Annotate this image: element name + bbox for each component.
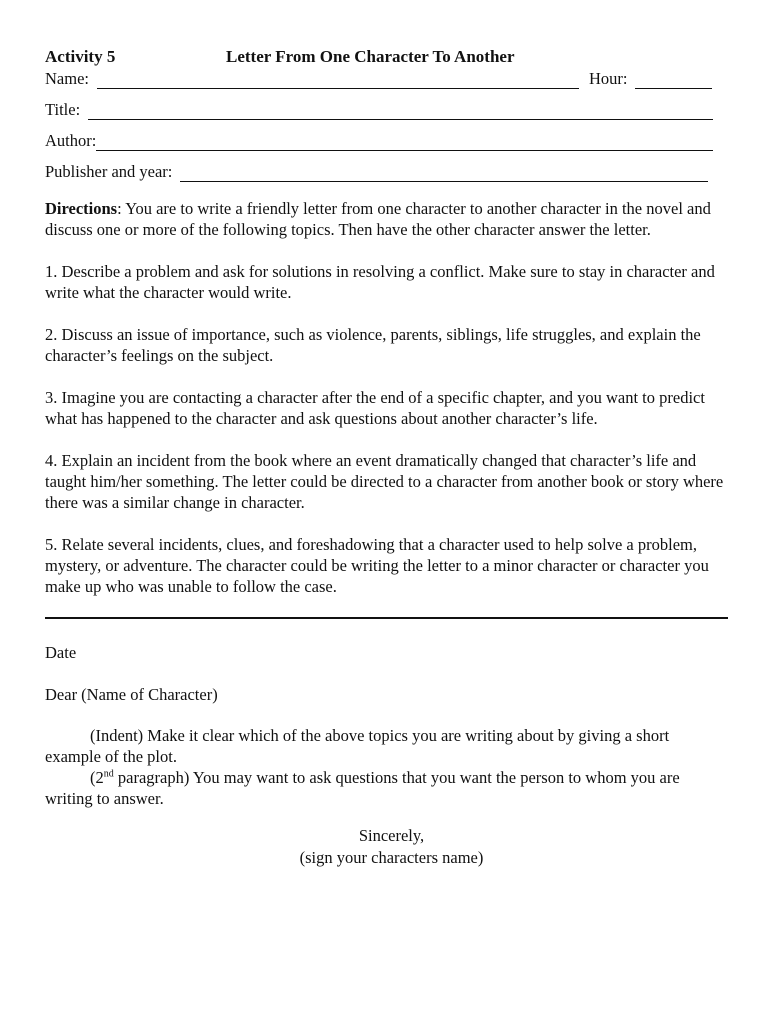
publisher-field[interactable] bbox=[180, 165, 708, 182]
ordinal-superscript: nd bbox=[103, 768, 114, 780]
name-label: Name: bbox=[45, 69, 89, 88]
name-field[interactable] bbox=[97, 72, 579, 89]
letter-closing bbox=[45, 825, 728, 869]
publisher-row bbox=[45, 162, 728, 182]
topic-5: 5. Relate several incidents, clues, and foreshadowing that a character used to help solve a problem, mystery, or adventure. The character could be writing the letter to a minor character or character you make up who was unable to follow the case. bbox=[45, 535, 709, 596]
author-field[interactable] bbox=[96, 134, 713, 151]
signature-instruction: (sign your characters name) bbox=[299, 848, 484, 867]
author-row bbox=[45, 131, 728, 151]
worksheet-title: Letter From One Character To Another bbox=[226, 47, 515, 66]
topic-3: 3. Imagine you are contacting a character after the end of a specific chapter, and you want to predict what has happened to the character and ask questions about another character’s life. bbox=[45, 388, 705, 428]
indent-space bbox=[45, 768, 90, 787]
topic-2: 2. Discuss an issue of importance, such as violence, parents, siblings, life struggles, and explain the character’s feelings on the subject. bbox=[45, 325, 701, 365]
publisher-label: Publisher and year: bbox=[45, 162, 173, 181]
heading-row bbox=[45, 47, 728, 69]
section-divider bbox=[45, 617, 728, 619]
title-row bbox=[45, 100, 728, 120]
worksheet-page bbox=[45, 47, 728, 869]
topic-4: 4. Explain an incident from the book where an event dramatically changed that character’s life and taught him/her something. The letter could be directed to a character from another book or story where there was a similar change in character. bbox=[45, 451, 724, 512]
title-field[interactable] bbox=[88, 103, 713, 120]
directions-paragraph bbox=[45, 198, 728, 240]
directions-label: Directions bbox=[45, 199, 118, 218]
hour-field[interactable] bbox=[635, 72, 712, 89]
indent-space bbox=[45, 726, 90, 745]
letter-paragraph-2-prefix: (2 bbox=[90, 768, 104, 787]
letter-paragraph-1-text: (Indent) Make it clear which of the above topics you are writing about by giving a short example of the plot. bbox=[45, 726, 670, 766]
name-hour-row bbox=[45, 69, 728, 89]
title-label: Title: bbox=[45, 100, 81, 119]
letter-greeting: Dear (Name of Character) bbox=[45, 685, 218, 704]
topic-1: 1. Describe a problem and ask for solutions in resolving a conflict. Make sure to stay in character and write what the character would write. bbox=[45, 262, 715, 302]
letter-paragraph-2-text: paragraph) You may want to ask questions that you want the person to whom you are writing to answer. bbox=[45, 768, 680, 808]
letter-paragraph-2 bbox=[45, 767, 728, 809]
hour-label: Hour: bbox=[588, 69, 628, 88]
closing-word: Sincerely, bbox=[358, 826, 425, 845]
letter-date: Date bbox=[45, 643, 77, 662]
directions-text: : You are to write a friendly letter from one character to another character in the novel and discuss one or more of the following topics. Then have the other character answer the letter. bbox=[45, 199, 711, 239]
activity-number: Activity 5 bbox=[45, 47, 116, 66]
letter-paragraph-1 bbox=[45, 725, 728, 767]
author-label: Author: bbox=[45, 131, 97, 150]
